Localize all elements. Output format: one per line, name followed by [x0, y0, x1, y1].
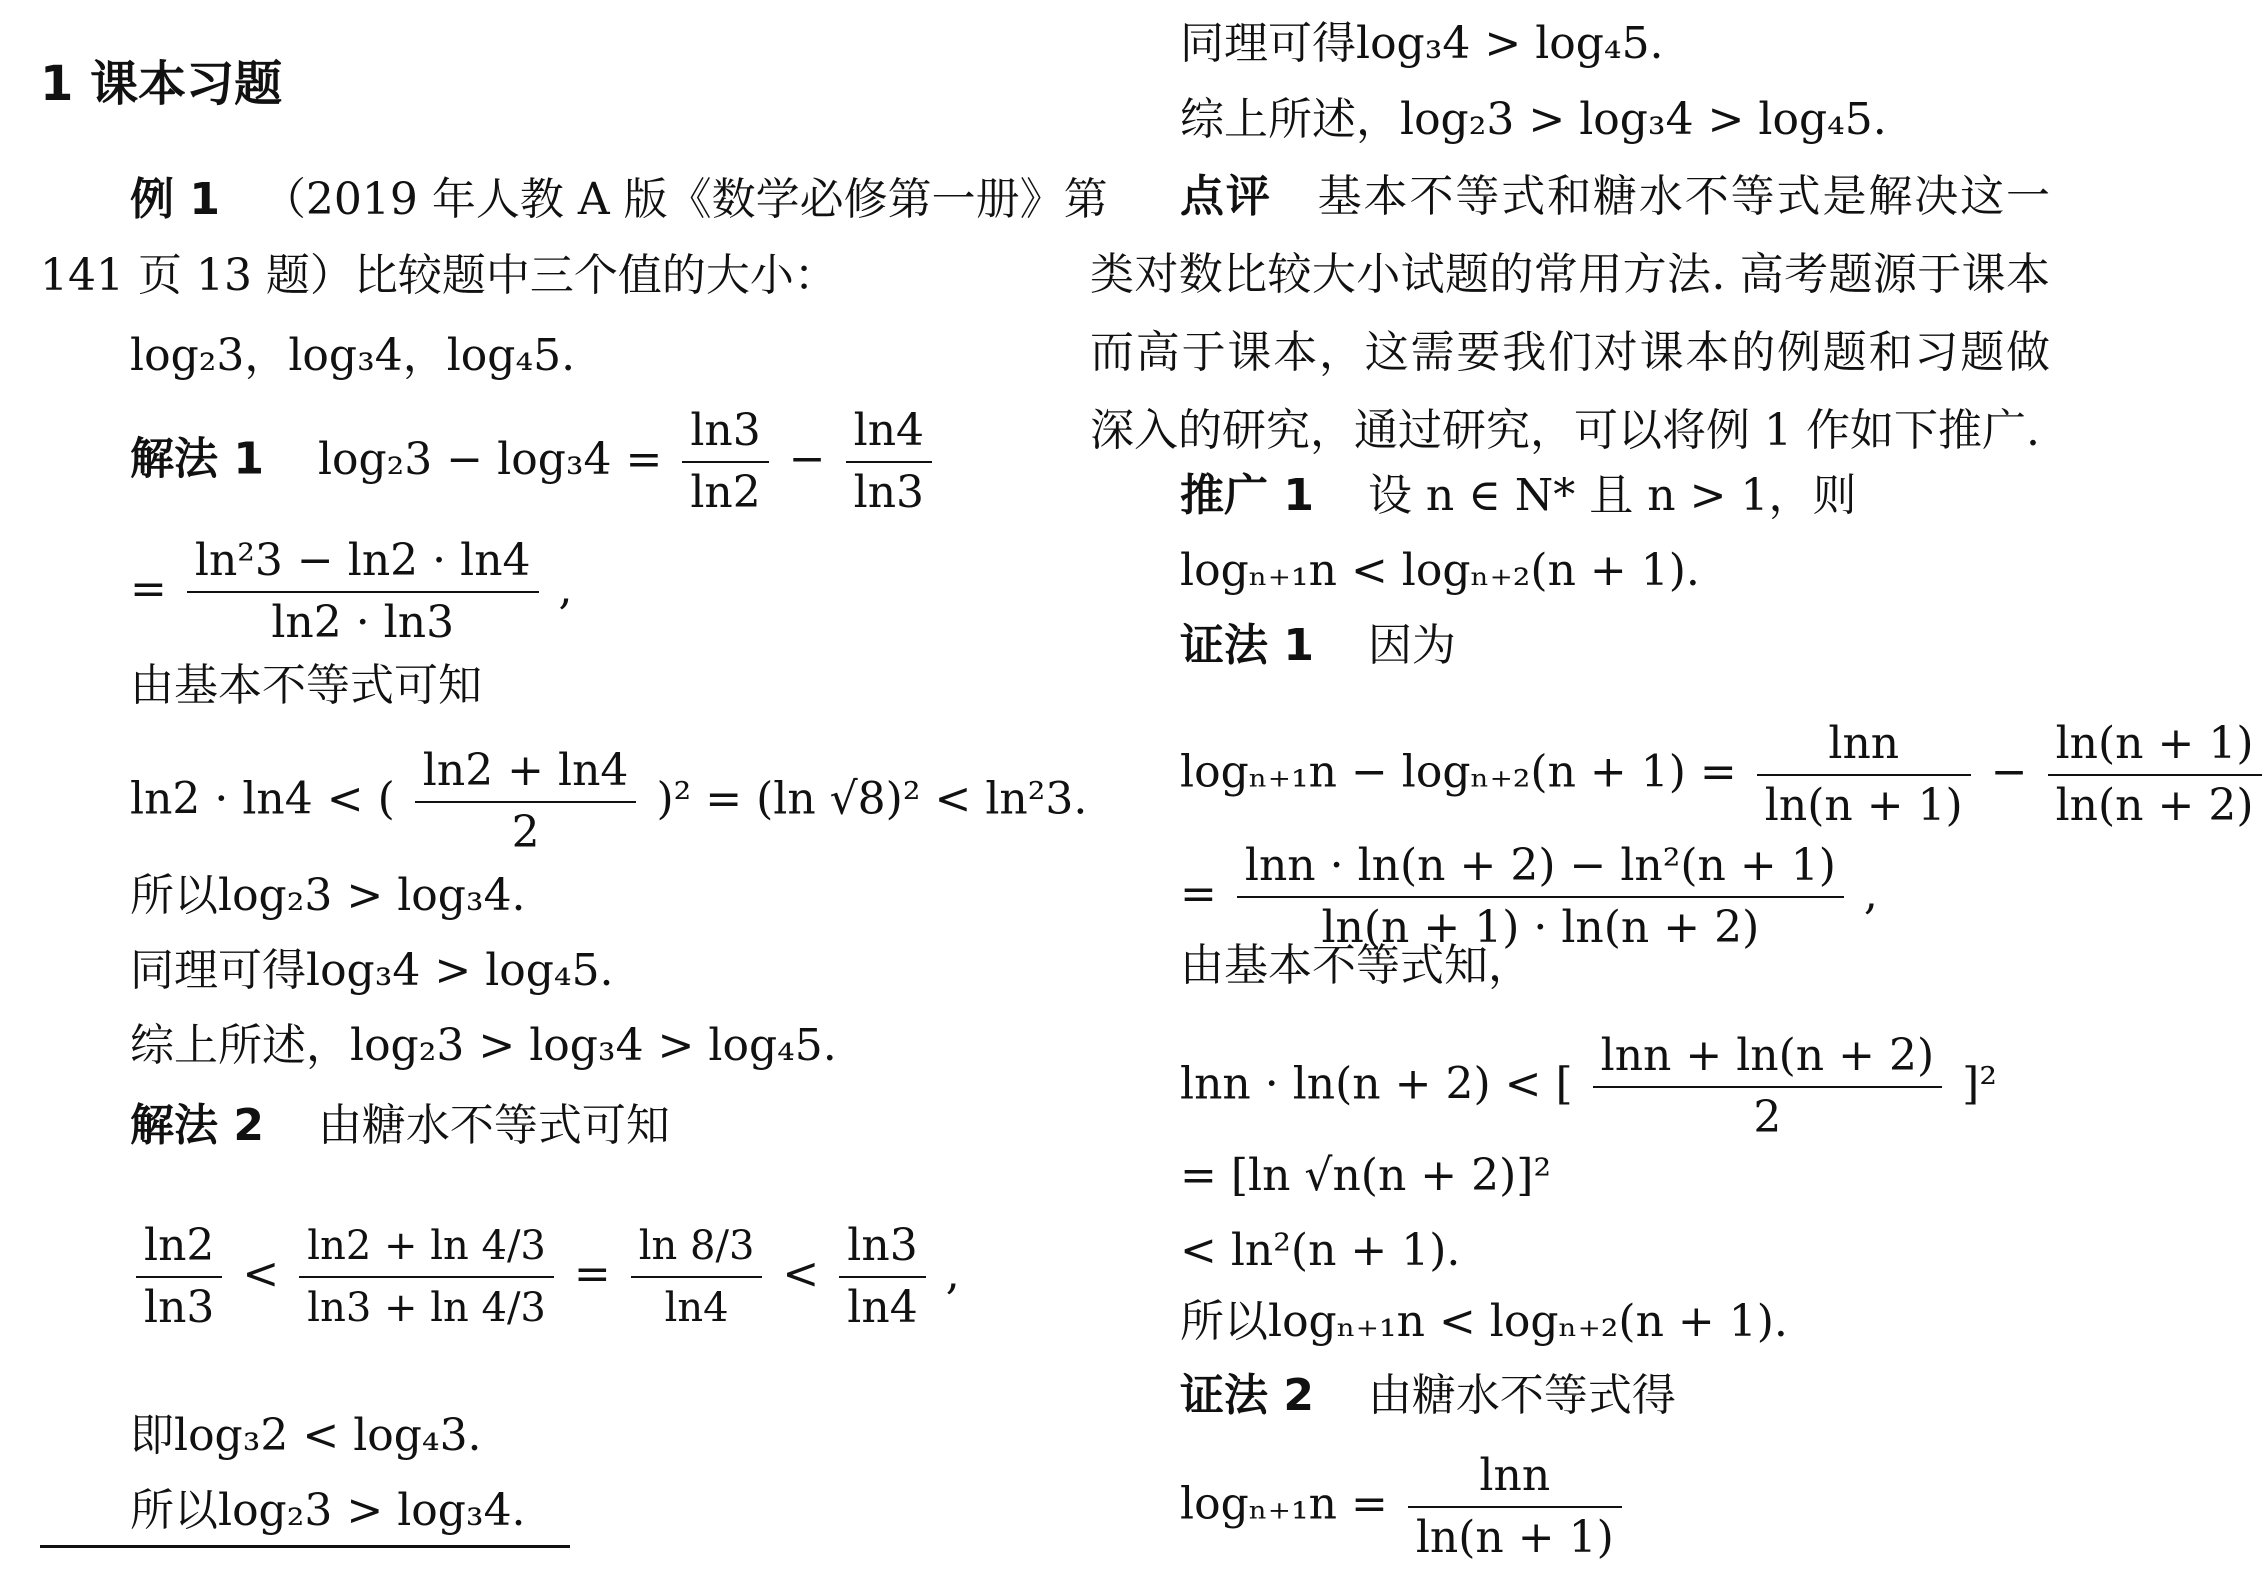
- fraction-lnn1: [2048, 718, 2262, 832]
- frac-num: ln3: [682, 405, 768, 463]
- frac-den: ln4: [847, 1282, 918, 1333]
- solution1-line: [130, 405, 938, 519]
- less-than: <: [782, 1248, 820, 1300]
- frac-den: ln(n + 1): [1764, 780, 1963, 831]
- frac-num: ln²3 − ln2 · ln4: [187, 535, 539, 593]
- conclusion-2: 所以log₂3 > log₃4.: [130, 1485, 526, 1536]
- solution2-text: 由糖水不等式可知: [317, 1100, 670, 1151]
- solution1-label: 解法 1: [130, 433, 264, 485]
- proof2-lhs: logₙ₊₁n =: [1180, 1478, 1388, 1530]
- generalization-text: 设 n ∈ N* 且 n > 1，则: [1367, 470, 1857, 521]
- frac-den: ln3: [853, 467, 925, 518]
- proof1-step2: [1180, 840, 1878, 954]
- equals-sign: =: [1180, 868, 1217, 920]
- frac-den: ln4: [664, 1285, 729, 1331]
- fraction-ln83-ln4: [631, 1220, 763, 1334]
- summary-line-right: 综上所述，log₂3 > log₃4 > log₄5.: [1180, 94, 1887, 145]
- frac-num: ln2 + ln 4/3: [299, 1220, 554, 1278]
- sugar-water-inequality: [130, 1220, 960, 1334]
- frac-den: ln2: [690, 467, 761, 518]
- similar-line-right: 同理可得log₃4 > log₄5.: [1180, 18, 1664, 69]
- ineq-left: lnn · ln(n + 2) < [: [1180, 1058, 1573, 1110]
- equals: =: [573, 1248, 611, 1300]
- solution2-line: [130, 1100, 670, 1152]
- proof2-text: 由糖水不等式得: [1367, 1370, 1676, 1421]
- comment-text: 基本不等式和糖水不等式是解决这一类对数比较大小试题的常用方法. 高考题源于课本而高于课本，这需要我们对课本的例题和习题做深入的研究，通过研究，可以将例 1 作如下推广.: [1090, 171, 2051, 456]
- example-line-2: 141 页 13 题）比较题中三个值的大小：: [40, 250, 838, 301]
- fraction-ln2-ln3: [136, 1220, 222, 1334]
- fraction-ln3-ln2: [682, 405, 768, 519]
- basic-inequality-text: 由基本不等式可知: [130, 660, 482, 711]
- fraction-proof2: [1408, 1450, 1622, 1564]
- comma: ,: [1863, 868, 1878, 920]
- comment-label: 点评: [1180, 171, 1272, 222]
- frac-num: ln 8/3: [631, 1220, 763, 1278]
- frac-den: 2: [1753, 1092, 1782, 1143]
- frac-num: ln(n + 1): [2048, 718, 2262, 776]
- proof2-label: 证法 2: [1180, 1370, 1314, 1421]
- equals-sign: =: [130, 563, 167, 615]
- fraction-nested: [299, 1220, 554, 1334]
- example-label: 例 1: [130, 174, 220, 225]
- proof2-expr: [1180, 1450, 1628, 1564]
- frac-num: lnn · ln(n + 2) − ln²(n + 1): [1237, 840, 1844, 898]
- comma: ,: [945, 1248, 960, 1300]
- basic-inequality-right: 由基本不等式知，: [1180, 940, 1532, 991]
- frac-num: ln2 + ln4: [415, 745, 637, 803]
- minus-sign: −: [1990, 746, 2028, 798]
- proof2-line: [1180, 1370, 1676, 1422]
- proof1-line: [1180, 620, 1456, 672]
- generalization-label: 推广 1: [1180, 470, 1314, 521]
- example-line-1: [130, 174, 1108, 226]
- ineq-right: )² = (ln √8)² < ln²3.: [656, 773, 1088, 825]
- example-text-1: （2019 年人教 A 版《数学必修第一册》第: [261, 174, 1108, 225]
- solution2-label: 解法 2: [130, 1100, 264, 1151]
- frac-den: ln3: [144, 1282, 215, 1333]
- frac-num: lnn: [1757, 718, 1971, 776]
- frac-num: ln4: [846, 405, 932, 463]
- frac-den: 2: [511, 807, 540, 858]
- less-than: <: [242, 1248, 280, 1300]
- comment-paragraph: [1090, 158, 2050, 470]
- generalization-claim: logₙ₊₁n < logₙ₊₂(n + 1).: [1180, 545, 1700, 596]
- frac-den: ln(n + 2): [2055, 780, 2254, 831]
- ji-line: 即log₃2 < log₄3.: [130, 1410, 482, 1461]
- fraction-mean: [415, 745, 637, 859]
- section-heading: 1 课本习题: [40, 56, 283, 112]
- frac-num: lnn: [1408, 1450, 1622, 1508]
- frac-den: ln(n + 1) · ln(n + 2): [1321, 902, 1760, 953]
- comma: ,: [558, 563, 573, 615]
- similar-line: 同理可得log₃4 > log₄5.: [130, 945, 614, 996]
- minus-sign: −: [788, 433, 826, 485]
- inequality-line3: < ln²(n + 1).: [1180, 1225, 1461, 1276]
- inequality-line2: = [ln √n(n + 2)]²: [1180, 1150, 1552, 1201]
- summary-line: 综上所述，log₂3 > log₃4 > log₄5.: [130, 1020, 837, 1071]
- fraction-mean-right: [1593, 1030, 1943, 1144]
- proof1-expr: [1180, 718, 2268, 832]
- inequality-right: [1180, 1030, 1997, 1144]
- fraction-lnn: [1757, 718, 1971, 832]
- footnote-rule: [40, 1545, 570, 1548]
- frac-num: ln3: [839, 1220, 925, 1278]
- proof1-lhs: logₙ₊₁n − logₙ₊₂(n + 1) =: [1180, 746, 1737, 798]
- frac-num: ln2: [136, 1220, 222, 1278]
- frac-num: lnn + ln(n + 2): [1593, 1030, 1943, 1088]
- frac-den: ln3 + ln 4/3: [307, 1285, 546, 1331]
- solution1-step2: [130, 535, 573, 649]
- generalization-line: [1180, 470, 1856, 522]
- fraction-ln3-ln4: [839, 1220, 925, 1334]
- frac-den: ln2 · ln3: [271, 597, 455, 648]
- values-line: log₂3，log₃4，log₄5.: [130, 330, 576, 381]
- conclusion-right: 所以logₙ₊₁n < logₙ₊₂(n + 1).: [1180, 1296, 1788, 1347]
- inequality-line: [130, 745, 1087, 859]
- solution1-expr: log₂3 − log₃4 =: [317, 433, 663, 485]
- fraction-combined-right: [1237, 840, 1844, 954]
- fraction-ln4-ln3: [846, 405, 932, 519]
- ineq-right: ]²: [1962, 1058, 1997, 1110]
- ineq-left: ln2 · ln4 < (: [130, 773, 395, 825]
- proof1-text: 因为: [1367, 620, 1456, 671]
- fraction-combined: [187, 535, 539, 649]
- proof1-label: 证法 1: [1180, 620, 1314, 671]
- conclusion-1: 所以log₂3 > log₃4.: [130, 870, 526, 921]
- frac-den: ln(n + 1): [1415, 1512, 1614, 1563]
